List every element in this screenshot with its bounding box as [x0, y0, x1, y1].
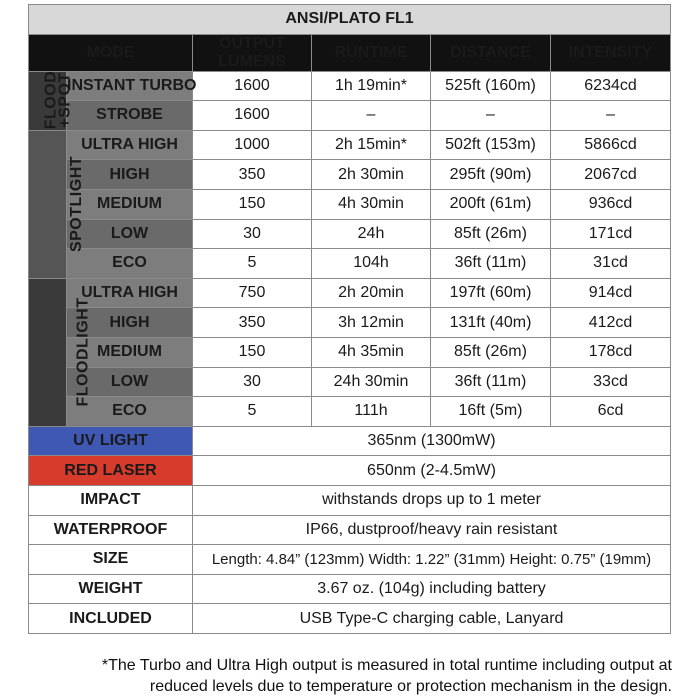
runtime-cell: 4h 35min [312, 337, 431, 367]
size-value: Length: 4.84” (123mm) Width: 1.22” (31mm) Height: 0.75” (19mm) [193, 545, 671, 575]
intensity-cell: 33cd [551, 367, 671, 397]
weight-label: WEIGHT [29, 574, 193, 604]
distance-cell: 85ft (26m) [431, 337, 551, 367]
spec-row-waterproof [29, 515, 671, 545]
group-flood-spot-label [44, 70, 72, 129]
mode-cell: INSTANT TURBO [67, 71, 193, 101]
output-cell: 350 [193, 160, 312, 190]
mode-cell: MEDIUM [67, 189, 193, 219]
header-runtime: RUNTIME [312, 34, 431, 71]
output-cell: 750 [193, 278, 312, 308]
uv-light-label: UV LIGHT [29, 426, 193, 456]
header-output-line1: OUTPUT [219, 34, 285, 52]
distance-cell: 36ft (11m) [431, 367, 551, 397]
spec-table [28, 4, 671, 634]
mode-cell: HIGH [67, 308, 193, 338]
output-cell: 5 [193, 249, 312, 279]
runtime-cell: 2h 15min* [312, 130, 431, 160]
distance-cell: 16ft (5m) [431, 397, 551, 427]
output-cell: 150 [193, 337, 312, 367]
spec-row-impact [29, 485, 671, 515]
group-floodlight [29, 278, 92, 426]
intensity-cell: 936cd [551, 189, 671, 219]
spec-row-uv [29, 426, 671, 456]
output-cell: 350 [193, 308, 312, 338]
distance-cell: 502ft (153m) [431, 130, 551, 160]
runtime-cell: – [312, 101, 431, 131]
spec-row-size [29, 545, 671, 575]
table-row [29, 160, 671, 190]
runtime-cell: 1h 19min* [312, 71, 431, 101]
mode-cell: STROBE [67, 101, 193, 131]
mode-cell: MEDIUM [67, 337, 193, 367]
intensity-cell: – [551, 101, 671, 131]
runtime-cell: 111h [312, 397, 431, 427]
group-floodlight-label: FLOODLIGHT [74, 297, 92, 407]
red-laser-label: RED LASER [29, 456, 193, 486]
footnote [60, 655, 672, 697]
runtime-cell: 24h [312, 219, 431, 249]
mode-cell: ECO [67, 249, 193, 279]
mode-cell: ULTRA HIGH [67, 130, 193, 160]
title-row [29, 5, 671, 35]
distance-cell: 85ft (26m) [431, 219, 551, 249]
header-distance: DISTANCE [431, 34, 551, 71]
mode-cell: LOW [67, 367, 193, 397]
mode-cell: ULTRA HIGH [67, 278, 193, 308]
header-mode: MODE [29, 34, 193, 71]
group-spotlight-label: SPOTLIGHT [68, 156, 86, 253]
output-cell: 1000 [193, 130, 312, 160]
impact-value: withstands drops up to 1 meter [193, 485, 671, 515]
uv-light-value: 365nm (1300mW) [193, 426, 671, 456]
header-row [29, 34, 671, 71]
distance-cell: 295ft (90m) [431, 160, 551, 190]
table-row [29, 278, 671, 308]
weight-value: 3.67 oz. (104g) including battery [193, 574, 671, 604]
distance-cell: 197ft (60m) [431, 278, 551, 308]
intensity-cell: 6234cd [551, 71, 671, 101]
table-row [29, 219, 671, 249]
output-cell: 30 [193, 367, 312, 397]
runtime-cell: 2h 20min [312, 278, 431, 308]
mode-cell: LOW [67, 219, 193, 249]
runtime-cell: 2h 30min [312, 160, 431, 190]
intensity-cell: 6cd [551, 397, 671, 427]
table-row [29, 130, 671, 160]
output-cell: 30 [193, 219, 312, 249]
intensity-cell: 5866cd [551, 130, 671, 160]
size-label: SIZE [29, 545, 193, 575]
intensity-cell: 171cd [551, 219, 671, 249]
included-value: USB Type-C charging cable, Lanyard [193, 604, 671, 634]
table-row [29, 101, 671, 131]
header-output-line2: LUMENS [218, 52, 286, 70]
intensity-cell: 178cd [551, 337, 671, 367]
table-row [29, 397, 671, 427]
distance-cell: 131ft (40m) [431, 308, 551, 338]
table-row [29, 189, 671, 219]
mode-cell: ECO [67, 397, 193, 427]
group-spotlight [29, 130, 86, 278]
group-flood-spot [29, 70, 74, 130]
impact-label: IMPACT [29, 485, 193, 515]
table-row [29, 367, 671, 397]
intensity-cell: 2067cd [551, 160, 671, 190]
red-laser-value: 650nm (2-4.5mW) [193, 456, 671, 486]
header-intensity: INTENSITY [551, 34, 671, 71]
distance-cell: – [431, 101, 551, 131]
runtime-cell: 4h 30min [312, 189, 431, 219]
waterproof-label: WATERPROOF [29, 515, 193, 545]
distance-cell: 200ft (61m) [431, 189, 551, 219]
runtime-cell: 3h 12min [312, 308, 431, 338]
runtime-cell: 24h 30min [312, 367, 431, 397]
spec-row-weight [29, 574, 671, 604]
output-cell: 150 [193, 189, 312, 219]
table-row [29, 308, 671, 338]
table-title: ANSI/PLATO FL1 [29, 5, 671, 35]
spec-row-included [29, 604, 671, 634]
spec-row-laser [29, 456, 671, 486]
header-output [193, 34, 312, 71]
included-label: INCLUDED [29, 604, 193, 634]
distance-cell: 525ft (160m) [431, 71, 551, 101]
intensity-cell: 31cd [551, 249, 671, 279]
table-row [29, 337, 671, 367]
output-cell: 5 [193, 397, 312, 427]
table-row [29, 249, 671, 279]
output-cell: 1600 [193, 101, 312, 131]
intensity-cell: 914cd [551, 278, 671, 308]
footnote-line1: *The Turbo and Ultra High output is measured in total runtime including output at [101, 657, 672, 674]
output-cell: 1600 [193, 71, 312, 101]
group-flood-spot-line1: FLOOD [42, 70, 60, 129]
runtime-cell: 104h [312, 249, 431, 279]
table-row [29, 71, 671, 101]
mode-cell: HIGH [67, 160, 193, 190]
waterproof-value: IP66, dustproof/heavy rain resistant [193, 515, 671, 545]
group-flood-spot-line2: +SPOT [56, 71, 74, 128]
intensity-cell: 412cd [551, 308, 671, 338]
distance-cell: 36ft (11m) [431, 249, 551, 279]
footnote-line2: reduced levels due to temperature or protection mechanism in the design. [149, 678, 672, 695]
